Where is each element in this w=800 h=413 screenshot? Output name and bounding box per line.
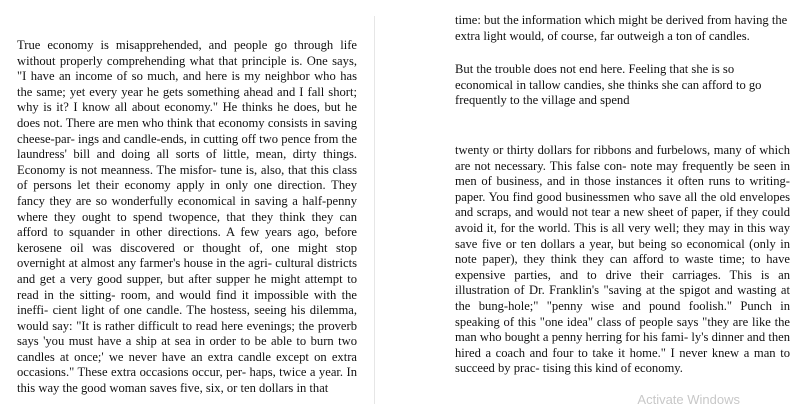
page-divider <box>374 16 375 404</box>
right-page-top-paragraph: time: but the information which might be derived from having the extra light would, of course, far outweigh a ton of candles. <box>455 13 788 43</box>
activate-windows-watermark: Activate Windows <box>637 392 740 407</box>
right-page-bottom-paragraph: twenty or thirty dollars for ribbons and furbelows, many of which are not necessary. This false con- note may frequently be seen in men of business, and in those instances it often runs to writing-paper. You find good businessmen who save all the old envelopes and scraps, and would not tear a new sheet of paper, if they could avoid it, for the world. This is all very well; they may in this way save five or ten dollars a year, but being so economical (only in note paper), they think they can afford to waste time; to have expensive parties, and to drive their carriages. This is an illustration of Dr. Franklin's "saving at the spigot and wasting at the bung-hole;" "penny wise and pound foolish." Punch in speaking of this "one idea" class of people says "they are like the man who bought a penny herring for his fami- ly's dinner and then hired a coach and four to take it home." I never knew a man to succeed by prac- tising this kind of economy. <box>455 143 790 376</box>
left-page-paragraph: True economy is misapprehended, and people go through life without properly comprehending what that principle is. One says, "I have an income of so much, and here is my neighbor who has the same; yet every year he gets something ahead and I fall short; why is it? I know all about economy." He thinks he does, but he does not. There are men who think that economy consists in saving cheese-par- ings and candle-ends, in cutting off two pence from the laundress' bill and doing all sorts of little, mean, dirty things. Economy is not meanness. The misfor- tune is, also, that this class of persons let their economy apply in only one direction. They fancy they are so wonderfully economical in saving a half-penny where they ought to spend twopence, that they think they can afford to squander in other directions. A few years ago, before kerosene oil was discovered or thought of, one might stop overnight at almost any farmer's house in the agri- cultural districts and get a very good supper, but after supper he might attempt to read in the sitting- room, and would find it impossible with the ineffi- cient light of one candle. The hostess, seeing his dilemma, would say: "It is rather difficult to read here evenings; the proverb says 'you must have a ship at sea in order to be able to burn two candles at once;' we never have an extra candle except on extra occasions." These extra occasions occur, per- haps, twice a year. In this way the good woman saves five, six, or ten dollars in that <box>17 38 357 396</box>
right-page-middle-paragraph: But the trouble does not end here. Feeling that she is so economical in tallow candies, she thinks she can afford to go frequently to the village and spend <box>455 62 762 108</box>
